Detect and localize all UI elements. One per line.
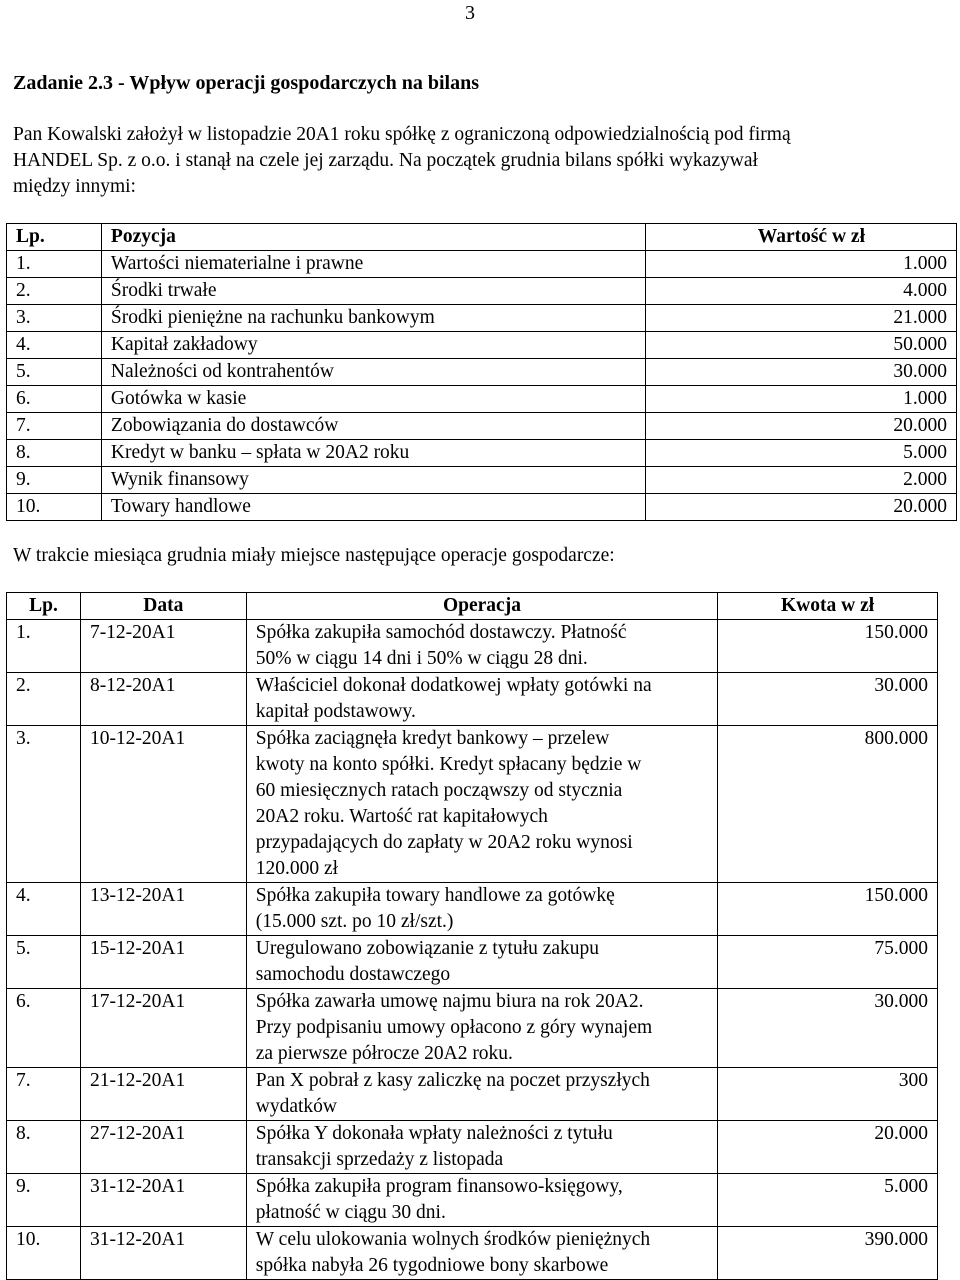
row-wartosc: 1.000 <box>646 251 957 278</box>
row-kwota: 20.000 <box>718 1121 938 1174</box>
row-lp: 3. <box>7 726 81 883</box>
table-row <box>7 467 957 494</box>
table-row <box>7 673 938 726</box>
row-kwota: 150.000 <box>718 620 938 673</box>
row-kwota: 150.000 <box>718 883 938 936</box>
operacja-line: W celu ulokowania wolnych środków pieniężnych <box>255 1229 651 1250</box>
operacja-line: (15.000 szt. po 10 zł/szt.) <box>255 911 454 932</box>
row-data: 17-12-20A1 <box>80 989 246 1068</box>
table-row <box>7 251 957 278</box>
operacja-line: transakcji sprzedaży z listopada <box>255 1149 504 1170</box>
header-wartosc: Wartość w zł <box>646 224 957 251</box>
operacja-line: wydatków <box>255 1096 337 1117</box>
operations-header-row <box>7 593 938 620</box>
row-wartosc: 5.000 <box>646 440 957 467</box>
row-operacja <box>246 989 717 1068</box>
table-row <box>7 386 957 413</box>
row-wartosc: 21.000 <box>646 305 957 332</box>
row-kwota: 300 <box>718 1068 938 1121</box>
table-row <box>7 726 938 883</box>
row-data: 8-12-20A1 <box>80 673 246 726</box>
header-lp: Lp. <box>7 593 81 620</box>
table-row <box>7 359 957 386</box>
row-data: 21-12-20A1 <box>80 1068 246 1121</box>
header-kwota: Kwota w zł <box>718 593 938 620</box>
intro-line: Pan Kowalski założył w listopadzie 20A1 roku spółkę z ograniczoną odpowiedzialnością pod firmą <box>13 124 791 145</box>
operacja-line: Spółka zakupiła program finansowo-księgowy, <box>255 1176 623 1197</box>
row-data: 7-12-20A1 <box>80 620 246 673</box>
row-lp: 1. <box>7 620 81 673</box>
row-lp: 5. <box>7 359 102 386</box>
row-operacja <box>246 1174 717 1227</box>
row-pozycja: Gotówka w kasie <box>101 386 645 413</box>
balance-header-row <box>7 224 957 251</box>
row-kwota: 800.000 <box>718 726 938 883</box>
operacja-line: 120.000 zł <box>255 858 339 879</box>
row-lp: 5. <box>7 936 81 989</box>
row-pozycja: Wartości niematerialne i prawne <box>101 251 645 278</box>
row-data: 31-12-20A1 <box>80 1227 246 1280</box>
operacja-line: Spółka zakupiła towary handlowe za gotówkę <box>255 885 615 906</box>
operacja-line: Właściciel dokonał dodatkowej wpłaty gotówki na <box>255 675 652 696</box>
row-data: 27-12-20A1 <box>80 1121 246 1174</box>
row-data: 15-12-20A1 <box>80 936 246 989</box>
operations-table <box>6 592 938 1280</box>
row-data: 13-12-20A1 <box>80 883 246 936</box>
table-row <box>7 440 957 467</box>
operacja-line: spółka nabyła 26 tygodniowe bony skarbowe <box>255 1255 609 1276</box>
operacja-line: Spółka zaciągnęła kredyt bankowy – przelew <box>255 728 610 749</box>
row-pozycja: Środki pieniężne na rachunku bankowym <box>101 305 645 332</box>
row-pozycja: Wynik finansowy <box>101 467 645 494</box>
table-row <box>7 989 938 1068</box>
row-data: 31-12-20A1 <box>80 1174 246 1227</box>
header-operacja: Operacja <box>246 593 717 620</box>
table-row <box>7 883 938 936</box>
operacja-line: 20A2 roku. Wartość rat kapitałowych <box>255 806 548 827</box>
table-row <box>7 278 957 305</box>
operacja-line: Spółka zakupiła samochód dostawczy. Płatność <box>255 622 627 643</box>
row-lp: 3. <box>7 305 102 332</box>
row-wartosc: 4.000 <box>646 278 957 305</box>
row-kwota: 75.000 <box>718 936 938 989</box>
row-lp: 6. <box>7 989 81 1068</box>
intro-line: HANDEL Sp. z o.o. i stanął na czele jej zarządu. Na początek grudnia bilans spółki wykazywał <box>13 150 758 171</box>
row-operacja <box>246 1121 717 1174</box>
table-row <box>7 1227 938 1280</box>
row-wartosc: 30.000 <box>646 359 957 386</box>
row-lp: 1. <box>7 251 102 278</box>
table-row <box>7 1068 938 1121</box>
operations-intro: W trakcie miesiąca grudnia miały miejsce następujące operacje gospodarcze: <box>13 545 615 566</box>
table-row <box>7 1121 938 1174</box>
row-operacja <box>246 726 717 883</box>
row-kwota: 390.000 <box>718 1227 938 1280</box>
row-kwota: 30.000 <box>718 989 938 1068</box>
row-lp: 7. <box>7 1068 81 1121</box>
table-row <box>7 620 938 673</box>
row-lp: 9. <box>7 1174 81 1227</box>
operacja-line: Uregulowano zobowiązanie z tytułu zakupu <box>255 938 600 959</box>
operacja-line: Spółka zawarła umowę najmu biura na rok 20A2. <box>255 991 644 1012</box>
row-lp: 2. <box>7 673 81 726</box>
row-lp: 10. <box>7 494 102 521</box>
operacja-line: kapitał podstawowy. <box>255 701 416 722</box>
header-lp: Lp. <box>7 224 102 251</box>
intro-paragraph <box>13 122 953 200</box>
row-lp: 2. <box>7 278 102 305</box>
row-kwota: 5.000 <box>718 1174 938 1227</box>
row-lp: 4. <box>7 883 81 936</box>
operacja-line: 60 miesięcznych ratach począwszy od stycznia <box>255 780 623 801</box>
table-row <box>7 305 957 332</box>
row-wartosc: 20.000 <box>646 494 957 521</box>
row-operacja <box>246 1068 717 1121</box>
row-lp: 8. <box>7 440 102 467</box>
row-lp: 8. <box>7 1121 81 1174</box>
header-pozycja: Pozycja <box>101 224 645 251</box>
operacja-line: kwoty na konto spółki. Kredyt spłacany będzie w <box>255 754 642 775</box>
row-lp: 9. <box>7 467 102 494</box>
balance-table <box>6 223 957 521</box>
operacja-line: płatność w ciągu 30 dni. <box>255 1202 446 1223</box>
row-pozycja: Środki trwałe <box>101 278 645 305</box>
row-kwota: 30.000 <box>718 673 938 726</box>
table-row <box>7 1174 938 1227</box>
row-operacja <box>246 1227 717 1280</box>
intro-line: między innymi: <box>13 176 136 197</box>
row-lp: 7. <box>7 413 102 440</box>
row-lp: 4. <box>7 332 102 359</box>
table-row <box>7 332 957 359</box>
row-lp: 10. <box>7 1227 81 1280</box>
row-pozycja: Należności od kontrahentów <box>101 359 645 386</box>
table-row <box>7 494 957 521</box>
header-data: Data <box>80 593 246 620</box>
operacja-line: Spółka Y dokonała wpłaty należności z tytułu <box>255 1123 613 1144</box>
row-pozycja: Towary handlowe <box>101 494 645 521</box>
table-row <box>7 413 957 440</box>
row-wartosc: 20.000 <box>646 413 957 440</box>
row-operacja <box>246 673 717 726</box>
row-wartosc: 1.000 <box>646 386 957 413</box>
row-wartosc: 50.000 <box>646 332 957 359</box>
operacja-line: 50% w ciągu 14 dni i 50% w ciągu 28 dni. <box>255 648 588 669</box>
operacja-line: przypadających do zapłaty w 20A2 roku wynosi <box>255 832 633 853</box>
operacja-line: samochodu dostawczego <box>255 964 451 985</box>
operacja-line: za pierwsze półrocze 20A2 roku. <box>255 1043 513 1064</box>
task-title: Zadanie 2.3 - Wpływ operacji gospodarczych na bilans <box>13 72 479 94</box>
operacja-line: Przy podpisaniu umowy opłacono z góry wynajem <box>255 1017 653 1038</box>
table-row <box>7 936 938 989</box>
operacja-line: Pan X pobrał z kasy zaliczkę na poczet przyszłych <box>255 1070 650 1091</box>
row-operacja <box>246 883 717 936</box>
row-operacja <box>246 936 717 989</box>
row-data: 10-12-20A1 <box>80 726 246 883</box>
page-number: 3 <box>465 2 475 24</box>
row-pozycja: Kapitał zakładowy <box>101 332 645 359</box>
row-lp: 6. <box>7 386 102 413</box>
row-pozycja: Kredyt w banku – spłata w 20A2 roku <box>101 440 645 467</box>
row-wartosc: 2.000 <box>646 467 957 494</box>
row-operacja <box>246 620 717 673</box>
row-pozycja: Zobowiązania do dostawców <box>101 413 645 440</box>
